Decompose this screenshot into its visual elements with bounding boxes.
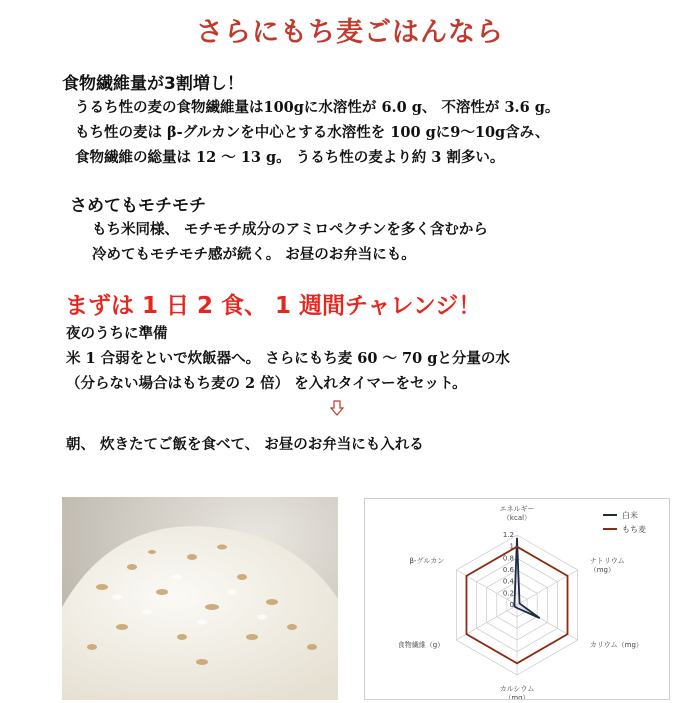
section1-line-1: うるち性の麦の食物繊維量は100gに水溶性が 6.0 g、 不溶性が 3.6 g。 (75, 99, 560, 116)
section1-heading: 食物繊維量が3割増し！ (62, 74, 244, 94)
radar-tick-label: 0.6 (502, 566, 514, 574)
radar-tick-label: 0.4 (502, 577, 514, 586)
radar-axis-label: 食物繊維（g） (397, 641, 445, 649)
prep-line-2: （分らない場合はもち麦の 2 倍） を入れタイマーをセット。 (66, 375, 467, 392)
radar-tick-label: 0.8 (502, 554, 514, 563)
page-title: さらにもち麦ごはんなら (196, 17, 504, 48)
radar-tick-label: 0 (509, 601, 514, 609)
section1-line-3: 食物繊維の総量は 12 ～ 13 g。 うるち性の麦より約 3 割多い。 (75, 149, 505, 166)
section2-line-2: 冷めてもモチモチ感が続く。 お昼のお弁当にも。 (92, 246, 416, 263)
prep-line-1: 米 1 合弱をといで炊飯器へ。 さらにもち麦 60 ～ 70 gと分量の水 (66, 350, 510, 367)
section1-line-2: もち性の麦は β‐グルカンを中心とする水溶性を 100 gに9～10g含み、 (75, 124, 550, 141)
radar-axis-label: β-グルカン (409, 557, 445, 565)
radar-tick-label: 0.2 (502, 589, 514, 598)
radar-axis-label: カリウム（mg） (589, 641, 643, 649)
radar-chart (364, 498, 670, 700)
morning-line: 朝、 炊きたてご飯を食べて、 お昼のお弁当にも入れる (66, 436, 424, 453)
mochi-mugi-rice-photo (62, 497, 338, 700)
section2-line-1: もち米同様、 モチモチ成分のアミロペクチンを多く含むから (92, 221, 488, 238)
radar-axis-label: ナトリウム（mg） (589, 557, 625, 574)
radar-axis-label: カルシウム（mg） (499, 685, 535, 699)
radar-tick-label: 1.2 (502, 531, 514, 539)
down-arrow-icon (330, 400, 344, 416)
challenge-heading: まずは 1 日 2 食、 1 週間チャレンジ！ (65, 293, 482, 319)
legend-label: 白米 (622, 511, 638, 520)
prep-subheading: 夜のうちに準備 (66, 325, 168, 342)
section2-heading: さめてもモチモチ (70, 196, 206, 216)
legend-label: もち麦 (622, 525, 646, 534)
radar-tick-label: 1 (509, 542, 514, 551)
radar-axis-label: エネルギー（kcal） (499, 505, 535, 522)
